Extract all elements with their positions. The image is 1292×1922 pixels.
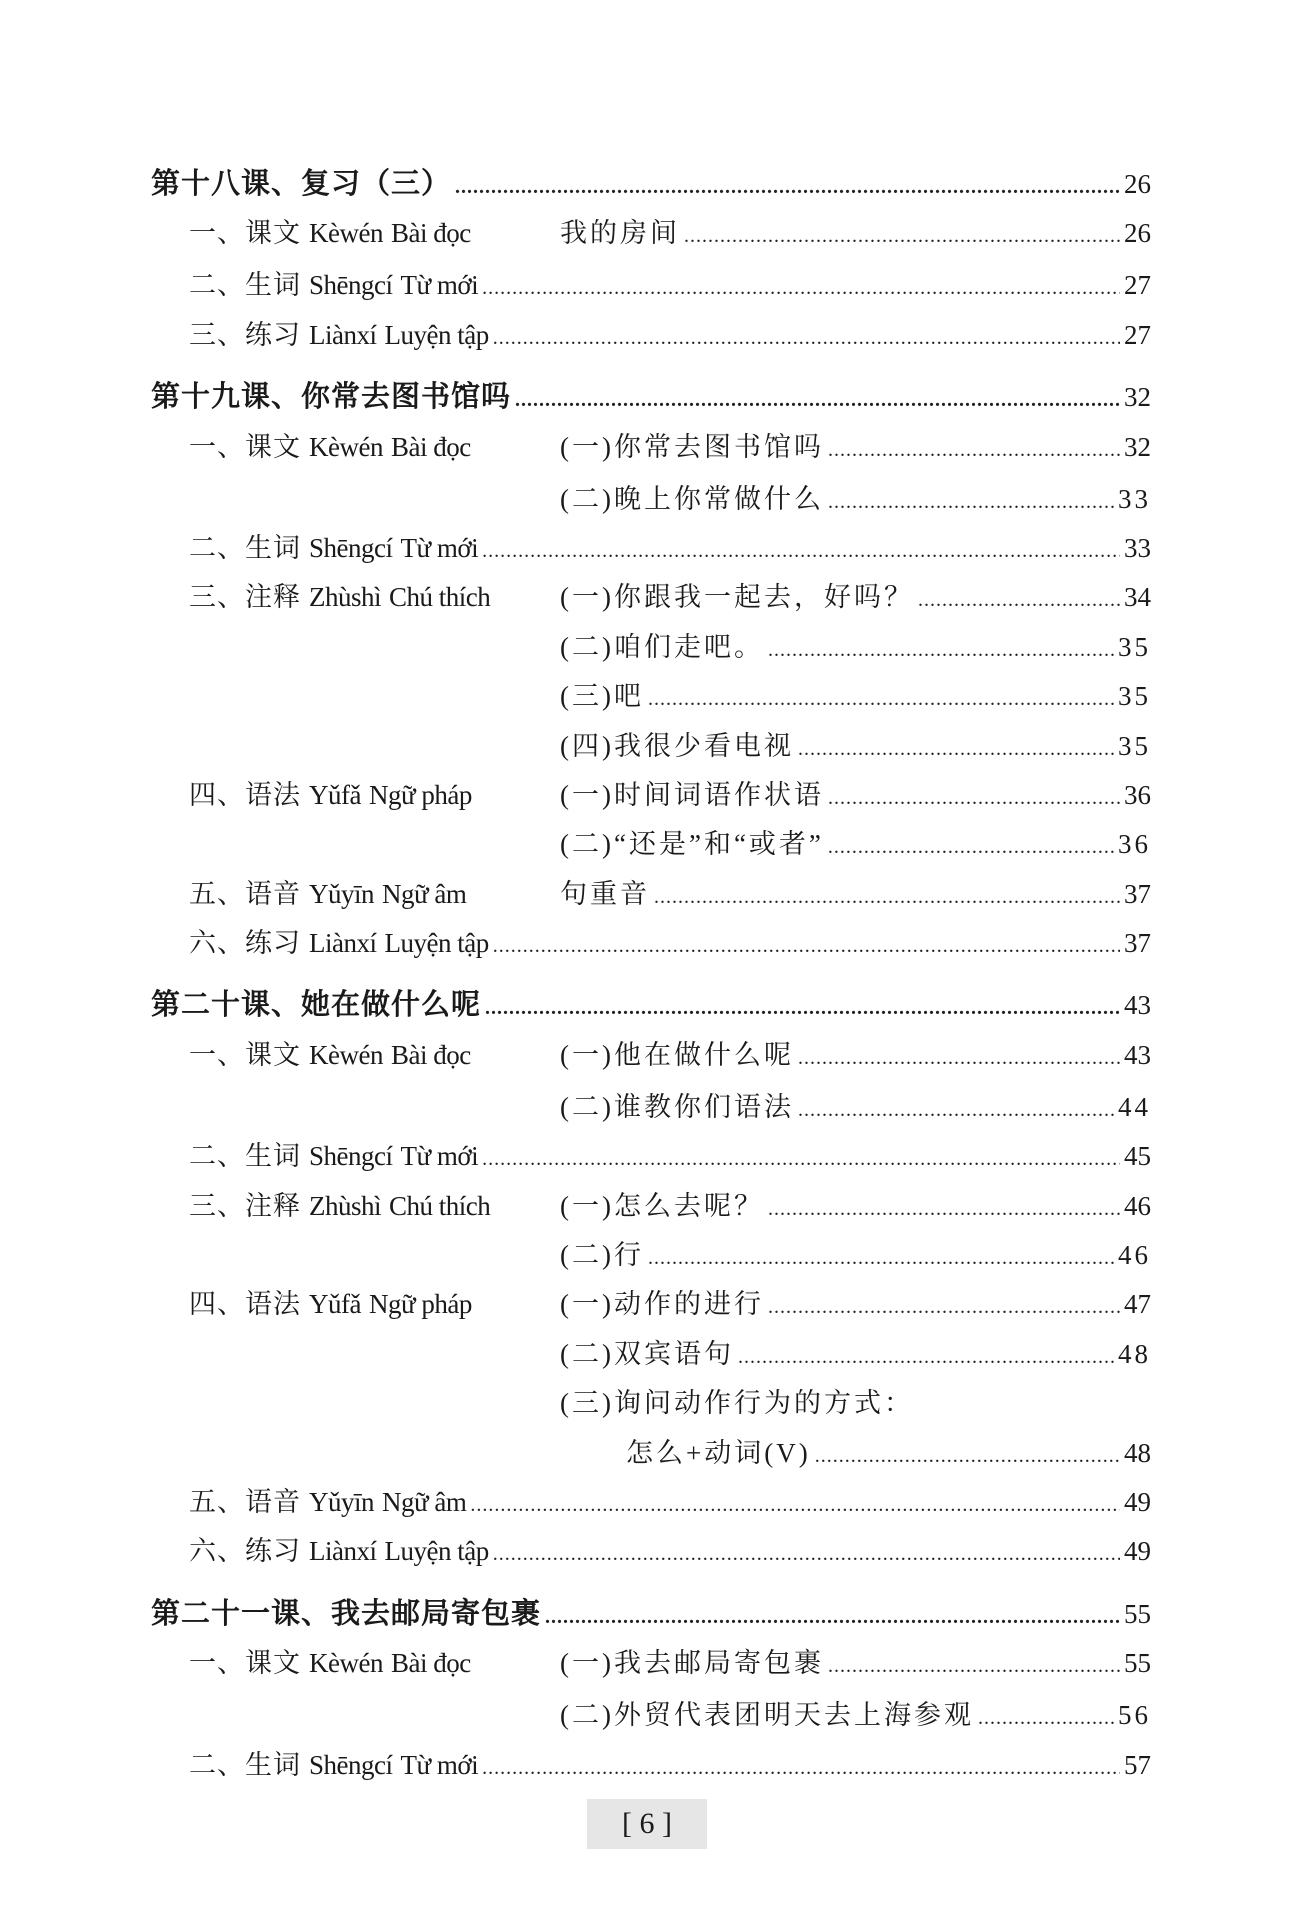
- toc-item-row[interactable]: [151, 475, 1151, 524]
- dot-leader: [470, 1481, 1120, 1530]
- section-label: [151, 524, 478, 573]
- dot-leader: [482, 527, 1120, 576]
- page-ref: 36: [1124, 779, 1151, 810]
- page-ref: 56: [1118, 1700, 1151, 1731]
- section-pinyin: Yǔyīn: [309, 1486, 374, 1517]
- section-label: [151, 1182, 560, 1231]
- section-pinyin: Zhùshì: [309, 582, 382, 613]
- dot-leader: [482, 1744, 1120, 1793]
- page-ref: 37: [1124, 878, 1151, 909]
- section-pinyin: Yǔfǎ: [309, 779, 361, 810]
- section-vietnamese: Bài đọc: [390, 1039, 471, 1070]
- section-pinyin: Shēngcí: [309, 1749, 393, 1780]
- section-vietnamese: Từ mới: [400, 532, 479, 563]
- dot-leader: [768, 626, 1114, 675]
- toc-item-row[interactable]: [151, 1083, 1151, 1132]
- dot-leader: [648, 1234, 1114, 1283]
- dot-leader: [798, 725, 1114, 774]
- entry-title: (二)咱们走吧。: [560, 631, 764, 662]
- entry-title: (三)询问动作行为的方式：: [560, 1388, 914, 1419]
- toc-item-row[interactable]: [151, 820, 1151, 869]
- section-label: [151, 1132, 478, 1181]
- page-ref: 48: [1124, 1437, 1151, 1468]
- entry-title: (二)行: [560, 1240, 644, 1271]
- section-number: 一、课文: [189, 1648, 301, 1679]
- toc-item-row[interactable]: [151, 1379, 1151, 1428]
- page-ref: 34: [1124, 582, 1151, 613]
- dot-leader: [798, 1034, 1120, 1083]
- toc-lesson-row[interactable]: [151, 160, 1151, 209]
- dot-leader: [654, 873, 1120, 922]
- entry-title: (二)晚上你常做什么: [560, 483, 824, 514]
- section-pinyin: Kèwén: [309, 218, 383, 249]
- toc-section-row[interactable]: [151, 423, 1151, 475]
- section-number: 二、生词: [189, 1141, 301, 1172]
- page-ref: 32: [1124, 431, 1151, 462]
- page-ref: 26: [1124, 169, 1151, 199]
- section-number: 三、练习: [189, 319, 301, 350]
- entry-title: 我的房间: [560, 218, 680, 249]
- page-ref: 57: [1124, 1749, 1151, 1780]
- dot-leader: [768, 1283, 1120, 1332]
- dot-leader: [482, 1135, 1120, 1184]
- toc-section-row[interactable]: [151, 1031, 1151, 1083]
- page-ref: 26: [1124, 218, 1151, 249]
- section-pinyin: Kèwén: [309, 1648, 383, 1679]
- page-ref: 49: [1124, 1486, 1151, 1517]
- lesson-title: 第十八课、复习（三）: [151, 168, 452, 200]
- dot-leader: [828, 774, 1120, 823]
- dot-leader: [918, 576, 1120, 625]
- toc-section-row[interactable]: [151, 1527, 1151, 1576]
- section-vietnamese: Chú thích: [389, 582, 491, 613]
- section-vietnamese: Ngữ âm: [382, 1486, 467, 1517]
- section-vietnamese: Luyện tập: [384, 1536, 489, 1567]
- section-vietnamese: Từ mới: [400, 1141, 479, 1172]
- section-number: 四、语法: [189, 779, 301, 810]
- entry-title: 句重音: [560, 878, 650, 909]
- toc-item-row[interactable]: [151, 1691, 1151, 1740]
- section-number: 二、生词: [189, 1749, 301, 1780]
- page-ref: 27: [1124, 270, 1151, 301]
- toc-item-row[interactable]: [151, 623, 1151, 672]
- toc-section-row[interactable]: [151, 771, 1151, 820]
- dot-leader: [684, 212, 1120, 261]
- section-pinyin: Shēngcí: [309, 270, 393, 301]
- section-vietnamese: Bài đọc: [390, 218, 471, 249]
- page-ref: 45: [1124, 1141, 1151, 1172]
- dot-leader: [828, 426, 1120, 475]
- section-number: 六、练习: [189, 1536, 301, 1567]
- dot-leader: [828, 823, 1114, 872]
- page-ref: 48: [1118, 1338, 1151, 1369]
- page-ref: 55: [1124, 1648, 1151, 1679]
- dot-leader: [493, 1530, 1120, 1579]
- dot-leader: [738, 1333, 1114, 1382]
- section-label: [151, 1527, 489, 1576]
- lesson-title: 第十九课、你常去图书馆吗: [151, 381, 512, 414]
- entry-title: (一)动作的进行: [560, 1289, 764, 1320]
- section-label: [151, 771, 560, 820]
- dot-leader: [493, 314, 1120, 363]
- section-vietnamese: Ngữ âm: [382, 878, 467, 909]
- section-pinyin: Kèwén: [309, 1039, 383, 1070]
- section-label: [151, 423, 560, 472]
- toc-lesson-row[interactable]: [151, 373, 1151, 422]
- section-label: [151, 209, 560, 258]
- page-number: [ 6 ]: [587, 1799, 707, 1849]
- entry-title: 怎么+动词(V): [626, 1437, 811, 1468]
- section-label: [151, 1031, 560, 1080]
- page-ref: 35: [1118, 730, 1151, 761]
- section-vietnamese: Từ mới: [400, 1749, 479, 1780]
- page-ref: 27: [1124, 319, 1151, 350]
- toc-section-row[interactable]: [151, 919, 1151, 968]
- section-vietnamese: Luyện tập: [384, 928, 489, 959]
- page-ref: 55: [1124, 1598, 1151, 1629]
- dot-leader: [485, 984, 1120, 1033]
- dot-leader: [828, 478, 1114, 527]
- toc-section-row[interactable]: [151, 1182, 1151, 1231]
- toc-section-row[interactable]: [151, 1132, 1151, 1181]
- section-vietnamese: Chú thích: [389, 1190, 491, 1221]
- section-number: 二、生词: [189, 270, 301, 301]
- toc-section-row[interactable]: [151, 524, 1151, 573]
- entry-title: (三)吧: [560, 681, 644, 712]
- page-ref: 35: [1118, 631, 1151, 662]
- entry-title: (一)怎么去呢？: [560, 1190, 764, 1221]
- section-pinyin: Zhùshì: [309, 1190, 382, 1221]
- entry-title: (一)你跟我一起去，好吗？: [560, 582, 914, 613]
- section-vietnamese: Ngữ pháp: [368, 1289, 472, 1320]
- page-ref: 43: [1124, 1039, 1151, 1070]
- page-ref: 37: [1124, 928, 1151, 959]
- section-pinyin: Shēngcí: [309, 1141, 393, 1172]
- toc-section-row[interactable]: [151, 1741, 1151, 1790]
- toc-item-row[interactable]: [151, 1429, 1151, 1478]
- section-number: 四、语法: [189, 1289, 301, 1320]
- lesson-title: 第二十课、她在做什么呢: [151, 989, 482, 1022]
- section-vietnamese: Bài đọc: [390, 1648, 471, 1679]
- toc-section-row[interactable]: [151, 209, 1151, 261]
- page-ref: 46: [1118, 1240, 1151, 1271]
- toc-section-row[interactable]: [151, 311, 1151, 360]
- entry-title: (四)我很少看电视: [560, 730, 794, 761]
- entry-title: (一)时间词语作状语: [560, 779, 824, 810]
- dot-leader: [482, 264, 1120, 313]
- toc-section-row[interactable]: [151, 573, 1151, 622]
- section-vietnamese: Ngữ pháp: [368, 779, 472, 810]
- page-ref: 47: [1124, 1289, 1151, 1320]
- table-of-contents: [151, 160, 1151, 1790]
- section-label: [151, 870, 560, 919]
- section-pinyin: Kèwén: [309, 431, 383, 462]
- page-ref: 32: [1124, 382, 1151, 413]
- section-number: 三、注释: [189, 1190, 301, 1221]
- section-number: 二、生词: [189, 532, 301, 563]
- entry-title: (二)“还是”和“或者”: [560, 829, 824, 860]
- section-number: 一、课文: [189, 431, 301, 462]
- section-pinyin: Yǔfǎ: [309, 1289, 361, 1320]
- dot-leader: [493, 922, 1120, 971]
- toc-item-row[interactable]: [151, 672, 1151, 721]
- entry-title: (二)双宾语句: [560, 1338, 734, 1369]
- section-label: [151, 1478, 466, 1527]
- lesson-title: 第二十一课、我去邮局寄包裹: [151, 1597, 542, 1630]
- dot-leader: [648, 675, 1114, 724]
- toc-item-row[interactable]: [151, 1231, 1151, 1280]
- page-ref: 49: [1124, 1536, 1151, 1567]
- section-pinyin: Liànxí: [309, 928, 377, 959]
- section-pinyin: Liànxí: [309, 319, 377, 350]
- page-ref: 35: [1118, 681, 1151, 712]
- entry-title: (一)他在做什么呢: [560, 1039, 794, 1070]
- toc-item-row[interactable]: [151, 722, 1151, 771]
- page-ref: 46: [1124, 1190, 1151, 1221]
- entry-title: (二)谁教你们语法: [560, 1091, 794, 1122]
- toc-section-row[interactable]: [151, 870, 1151, 919]
- section-label: [151, 1741, 478, 1790]
- section-number: 五、语音: [189, 1486, 301, 1517]
- page-ref: 33: [1124, 532, 1151, 563]
- section-number: 六、练习: [189, 928, 301, 959]
- toc-item-row[interactable]: [151, 1330, 1151, 1379]
- dot-leader: [815, 1432, 1120, 1481]
- section-label: [151, 919, 489, 968]
- section-number: 一、课文: [189, 1039, 301, 1070]
- section-pinyin: Shēngcí: [309, 532, 393, 563]
- section-number: 一、课文: [189, 218, 301, 249]
- page-ref: 36: [1118, 829, 1151, 860]
- toc-lesson-row[interactable]: [151, 981, 1151, 1030]
- entry-title: (二)外贸代表团明天去上海参观: [560, 1700, 974, 1731]
- section-pinyin: Yǔyīn: [309, 878, 374, 909]
- toc-lesson-row[interactable]: [151, 1590, 1151, 1639]
- section-label: [151, 311, 489, 360]
- dot-leader: [455, 163, 1120, 212]
- entry-title: (一)我去邮局寄包裹: [560, 1648, 824, 1679]
- section-vietnamese: Luyện tập: [384, 319, 489, 350]
- toc-section-row[interactable]: [151, 261, 1151, 310]
- dot-leader: [828, 1642, 1120, 1691]
- section-label: [151, 573, 560, 622]
- dot-leader: [545, 1593, 1120, 1642]
- page-ref: 33: [1118, 483, 1151, 514]
- page-ref: 43: [1124, 990, 1151, 1021]
- section-label: [151, 261, 478, 310]
- toc-section-row[interactable]: [151, 1639, 1151, 1691]
- section-vietnamese: Bài đọc: [390, 431, 471, 462]
- section-number: 五、语音: [189, 878, 301, 909]
- section-number: 三、注释: [189, 582, 301, 613]
- dot-leader: [768, 1185, 1120, 1234]
- section-pinyin: Liànxí: [309, 1536, 377, 1567]
- dot-leader: [515, 376, 1120, 425]
- toc-section-row[interactable]: [151, 1478, 1151, 1527]
- entry-title: (一)你常去图书馆吗: [560, 431, 824, 462]
- page-ref: 44: [1118, 1091, 1151, 1122]
- section-label: [151, 1639, 560, 1688]
- dot-leader: [798, 1086, 1114, 1135]
- toc-section-row[interactable]: [151, 1280, 1151, 1329]
- section-label: [151, 1280, 560, 1329]
- dot-leader: [978, 1694, 1114, 1743]
- section-vietnamese: Từ mới: [400, 270, 479, 301]
